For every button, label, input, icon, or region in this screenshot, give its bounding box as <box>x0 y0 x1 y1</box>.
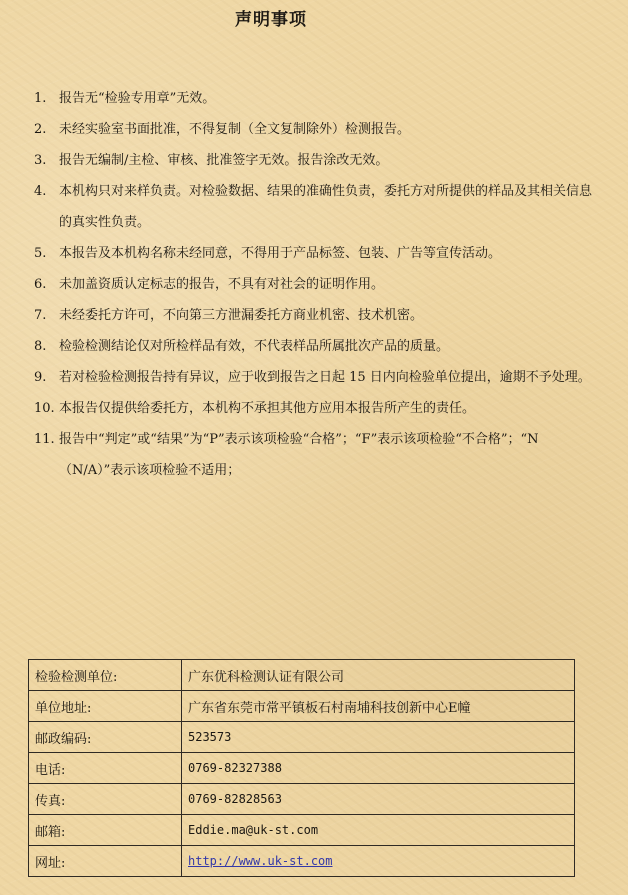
table-row <box>29 815 575 846</box>
table-row <box>29 722 575 753</box>
table-row <box>29 660 575 691</box>
postal-code-value: 523573 <box>182 722 575 753</box>
notice-item <box>34 176 594 238</box>
notice-number: 9. <box>34 370 47 385</box>
fax-value: 0769-82828563 <box>182 784 575 815</box>
notice-number: 3. <box>34 153 47 168</box>
notice-number: 1. <box>34 91 47 106</box>
website-label: 网址: <box>29 846 182 877</box>
website-cell <box>182 846 575 877</box>
notice-number: 7. <box>34 308 47 323</box>
postal-code-label: 邮政编码: <box>29 722 182 753</box>
notice-text: 本报告及本机构名称未经同意，不得用于产品标签、包装、广告等宣传活动。 <box>59 246 502 261</box>
address-label: 单位地址: <box>29 691 182 722</box>
notice-text: 报告无“检验专用章”无效。 <box>59 91 216 106</box>
lab-contact-table <box>28 659 575 877</box>
table-row <box>29 846 575 877</box>
notice-item <box>34 238 594 269</box>
notice-text: 未经委托方许可，不向第三方泄漏委托方商业机密、技术机密。 <box>59 308 424 323</box>
notice-item <box>34 269 594 300</box>
notice-text: 未经实验室书面批准，不得复制（全文复制除外）检测报告。 <box>59 122 411 137</box>
notice-number: 10. <box>34 401 55 416</box>
email-value: Eddie.ma@uk-st.com <box>182 815 575 846</box>
notice-text: 报告无编制/主检、审核、批准签字无效。报告涂改无效。 <box>59 153 389 168</box>
notice-text: 报告中“判定”或“结果”为“P”表示该项检验“合格”；“F”表示该项检验“不合格”；“N（N/A）”表示该项检验不适用； <box>59 432 539 478</box>
notice-item <box>34 300 594 331</box>
lab-name-value: 广东优科检测认证有限公司 <box>182 660 575 691</box>
notice-item <box>34 83 594 114</box>
notice-item <box>34 145 594 176</box>
page-title: 声明事项 <box>235 10 307 30</box>
notice-item <box>34 331 594 362</box>
notice-text: 本机构只对来样负责。对检验数据、结果的准确性负责，委托方对所提供的样品及其相关信息的真实性负责。 <box>59 184 593 230</box>
notice-number: 8. <box>34 339 47 354</box>
notice-number: 11. <box>34 432 55 447</box>
notice-text: 检验检测结论仅对所检样品有效，不代表样品所属批次产品的质量。 <box>59 339 450 354</box>
address-value: 广东省东莞市常平镇板石村南埔科技创新中心E幢 <box>182 691 575 722</box>
fax-label: 传真: <box>29 784 182 815</box>
notice-item <box>34 114 594 145</box>
phone-value: 0769-82327388 <box>182 753 575 784</box>
notice-text: 未加盖资质认定标志的报告，不具有对社会的证明作用。 <box>59 277 385 292</box>
notice-text: 本报告仅提供给委托方，本机构不承担其他方应用本报告所产生的责任。 <box>59 401 476 416</box>
notice-item <box>34 393 594 424</box>
notice-number: 2. <box>34 122 47 137</box>
notice-number: 4. <box>34 184 47 199</box>
notice-text: 若对检验检测报告持有异议，应于收到报告之日起 15 日内向检验单位提出，逾期不予处理。 <box>59 370 591 385</box>
notice-number: 5. <box>34 246 47 261</box>
notice-list <box>34 83 594 486</box>
phone-label: 电话: <box>29 753 182 784</box>
table-row <box>29 753 575 784</box>
notice-number: 6. <box>34 277 47 292</box>
lab-name-label: 检验检测单位: <box>29 660 182 691</box>
table-row <box>29 784 575 815</box>
website-link[interactable]: http://www.uk-st.com <box>188 854 333 868</box>
table-row <box>29 691 575 722</box>
email-label: 邮箱: <box>29 815 182 846</box>
notice-item <box>34 362 594 393</box>
notice-item <box>34 424 594 486</box>
